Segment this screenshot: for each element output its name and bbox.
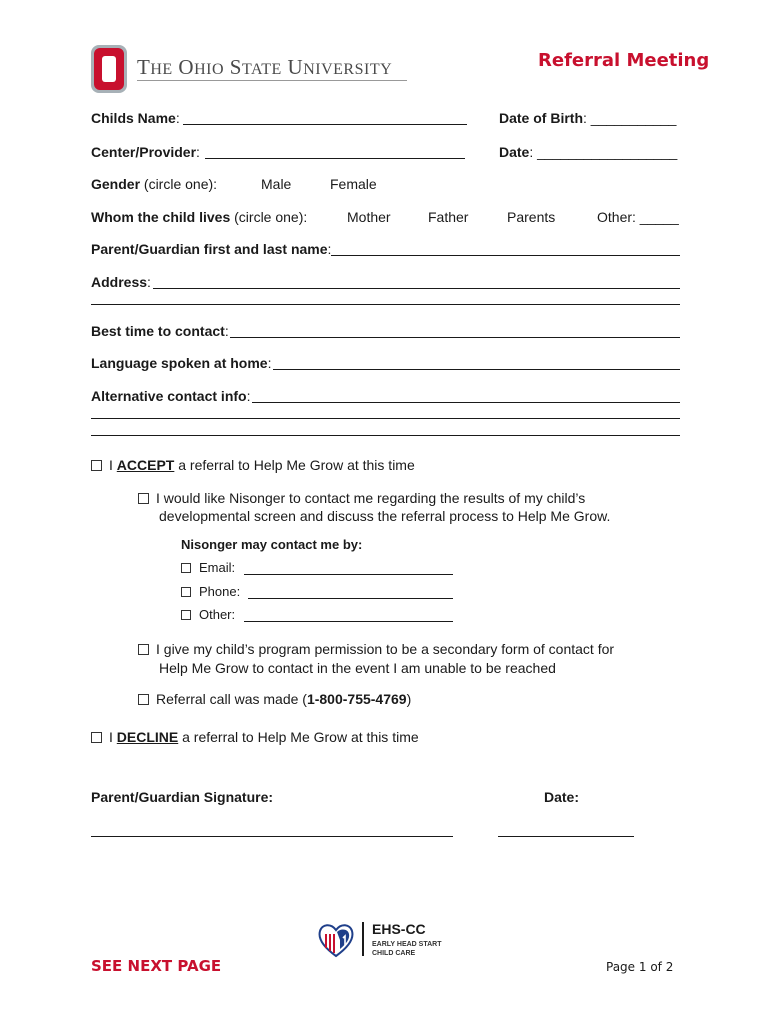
lives-father-option[interactable]: Father xyxy=(428,209,469,225)
guardian-name-label: Parent/Guardian first and last name: xyxy=(91,241,332,257)
address-field-line-2[interactable] xyxy=(91,304,680,305)
language-field[interactable] xyxy=(273,369,680,370)
other-row: Other: xyxy=(181,607,235,622)
see-next-page: SEE NEXT PAGE xyxy=(91,957,222,975)
alt-contact-field-line-2[interactable] xyxy=(91,418,680,419)
form-title: Referral Meeting xyxy=(538,50,710,71)
referral-phone-number: 1-800-755-4769 xyxy=(306,691,407,707)
dob-field[interactable]: ___________ xyxy=(590,110,677,126)
lives-parents-option[interactable]: Parents xyxy=(507,209,556,225)
ehs-cc-logo xyxy=(316,920,456,960)
signature-date-field[interactable] xyxy=(498,836,634,837)
permission-checkbox[interactable] xyxy=(138,644,149,655)
logo-title: EHS-CC xyxy=(372,921,426,937)
address-field-line-1[interactable] xyxy=(153,288,680,289)
center-label: Center/Provider: xyxy=(91,144,200,160)
contact-by-label: Nisonger may contact me by: xyxy=(181,537,363,552)
language-label: Language spoken at home: xyxy=(91,355,272,371)
signature-field[interactable] xyxy=(91,836,453,837)
decline-checkbox[interactable] xyxy=(91,732,102,743)
date-label: Date: __________________ xyxy=(499,144,678,160)
childs-name-field[interactable] xyxy=(183,124,467,125)
accept-checkbox[interactable] xyxy=(91,460,102,471)
logo-divider xyxy=(362,922,364,956)
decline-word: DECLINE xyxy=(116,729,179,745)
nisonger-contact-checkbox[interactable] xyxy=(138,493,149,504)
best-time-field[interactable] xyxy=(230,337,680,338)
date-field[interactable]: __________________ xyxy=(537,144,678,160)
alt-contact-field-line-1[interactable] xyxy=(252,402,680,403)
decline-row: I DECLINE a referral to Help Me Grow at this time xyxy=(91,729,419,745)
osu-logo-icon xyxy=(90,44,128,94)
gender-female-option[interactable]: Female xyxy=(330,176,377,192)
email-field[interactable] xyxy=(244,574,453,575)
center-field[interactable] xyxy=(205,158,465,159)
permission-row: I give my child’s program permission to be a secondary form of contact for Help Me Grow to contact in the event I am unable to be reached xyxy=(138,640,614,678)
signature-label: Parent/Guardian Signature: xyxy=(91,789,274,805)
gender-label: Gender (circle one): xyxy=(91,176,218,192)
page-number: Page 1 of 2 xyxy=(606,960,674,974)
email-checkbox[interactable] xyxy=(181,563,191,573)
phone-row: Phone: xyxy=(181,584,240,599)
logo-line-1: EARLY HEAD START xyxy=(372,941,442,948)
lives-other-option[interactable]: Other: _____ xyxy=(597,209,679,225)
dob-label: Date of Birth: ___________ xyxy=(499,110,677,126)
childs-name-label: Childs Name: xyxy=(91,110,180,126)
logo-line-2: CHILD CARE xyxy=(372,950,416,957)
heart-flag-icon xyxy=(316,920,356,960)
alt-contact-field-line-3[interactable] xyxy=(91,435,680,436)
phone-field[interactable] xyxy=(248,598,453,599)
other-checkbox[interactable] xyxy=(181,610,191,620)
phone-checkbox[interactable] xyxy=(181,587,191,597)
address-label: Address: xyxy=(91,274,151,290)
gender-male-option[interactable]: Male xyxy=(261,176,292,192)
nisonger-contact-row: I would like Nisonger to contact me regarding the results of my child’s developmental screen and discuss the referral process to Help Me Grow. xyxy=(138,489,610,525)
referral-call-row: Referral call was made (1-800-755-4769) xyxy=(138,691,411,707)
lives-with-label: Whom the child lives (circle one): xyxy=(91,209,308,225)
other-field[interactable] xyxy=(244,621,453,622)
alt-contact-label: Alternative contact info: xyxy=(91,388,251,404)
lives-mother-option[interactable]: Mother xyxy=(347,209,391,225)
university-name: THE OHIO STATE UNIVERSITY xyxy=(137,55,393,79)
referral-call-checkbox[interactable] xyxy=(138,694,149,705)
accept-word: ACCEPT xyxy=(116,457,175,473)
university-rule xyxy=(137,80,407,81)
signature-date-label: Date: xyxy=(544,789,580,805)
email-row: Email: xyxy=(181,560,235,575)
accept-row: I ACCEPT a referral to Help Me Grow at this time xyxy=(91,457,415,473)
best-time-label: Best time to contact: xyxy=(91,323,229,339)
guardian-name-field[interactable] xyxy=(331,255,680,256)
